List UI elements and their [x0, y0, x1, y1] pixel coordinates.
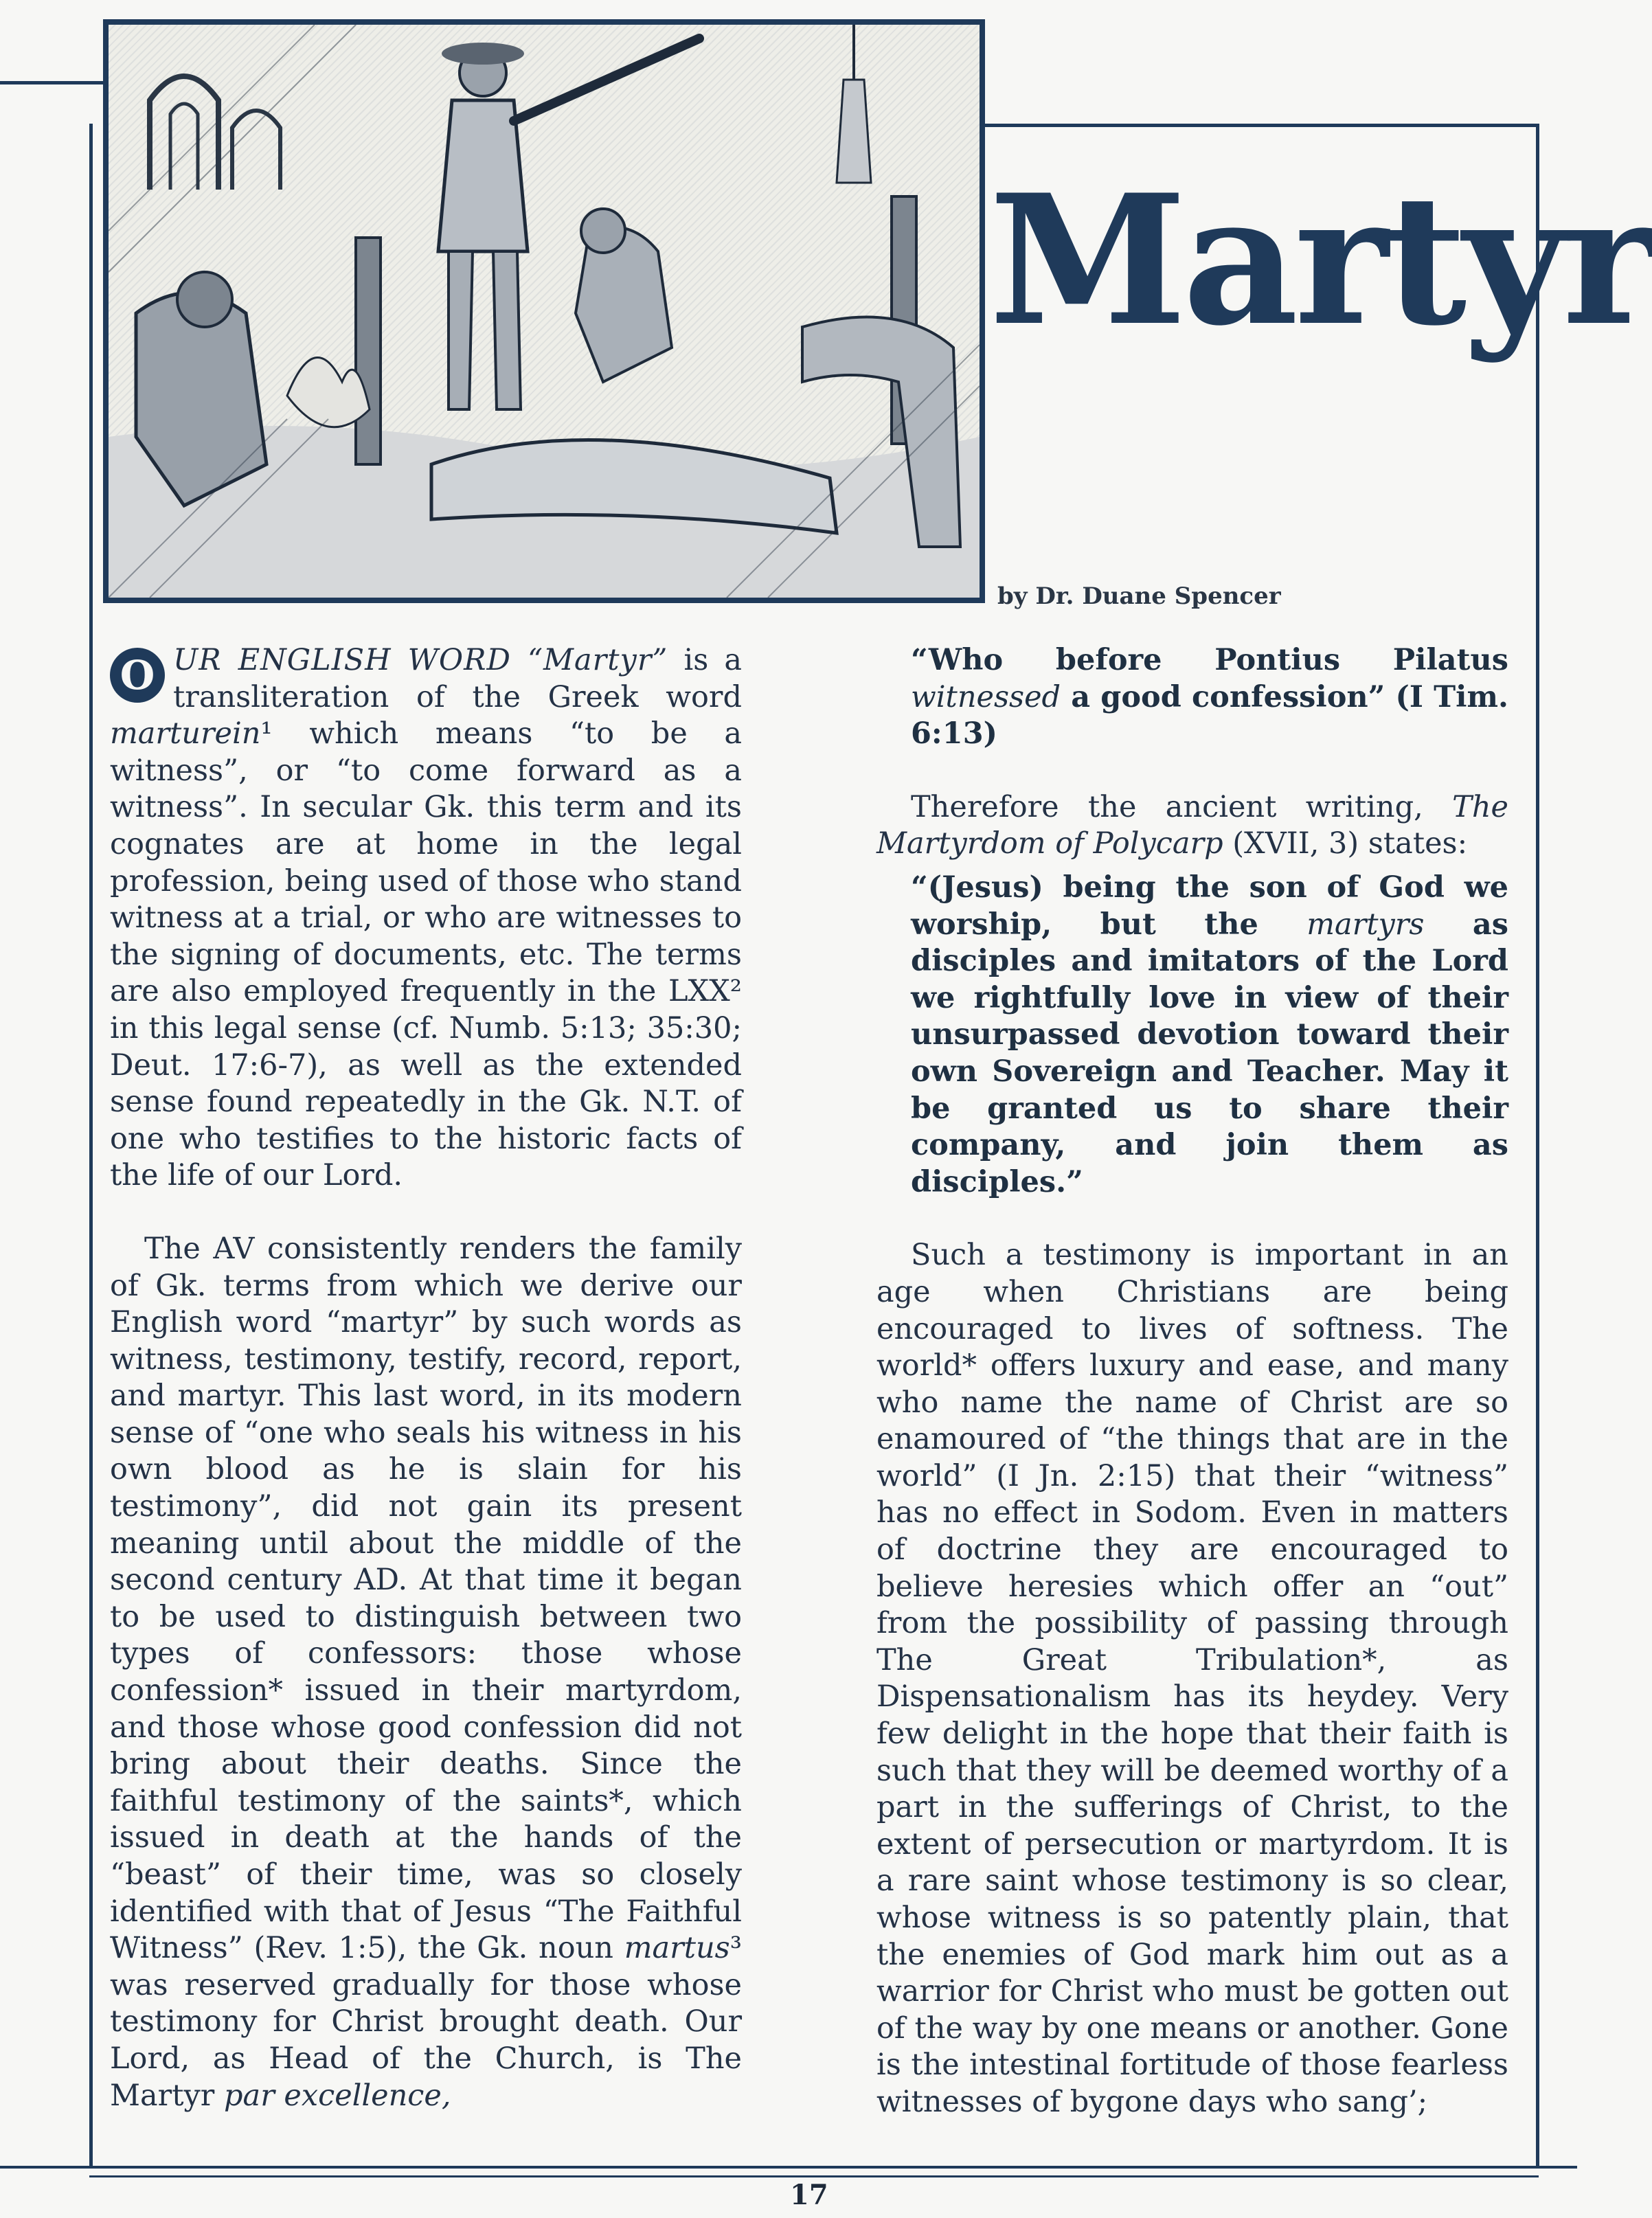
- drop-cap: O: [110, 648, 165, 703]
- para1-text-b: ¹ which means “to be a witness”, or “to come forward as a witness”. In secular Gk. this term and its cognates are at home in the legal profession, being used of those who stand witness at a trial, or who are witnesses to the signing of documents, etc. The terms are also employed frequently in the LXX² in this legal sense (cf. Numb. 5:13; 35:30; Deut. 17:6-7), as well as the extended sense found repeatedly in the Gk. N.T. of one who testifies to the historic facts of the life of our Lord.: [110, 716, 742, 1193]
- quote1-witnessed: witnessed: [911, 679, 1061, 714]
- para2-text-b: ³ was reserved gradually for those whose testimony for Christ brought death. Our Lord, as Head of the Church, is The Martyr: [110, 1931, 742, 2113]
- lead-in: UR ENGLISH WORD “Martyr”: [173, 643, 668, 677]
- top-rule-right: [985, 124, 1539, 127]
- paragraph-intro: [110, 642, 742, 1195]
- quote2-text-a: “(Jesus) being the son of God we worship, but the: [911, 870, 1508, 942]
- frame-left-rule: [89, 124, 93, 2167]
- byline: by Dr. Duane Spencer: [997, 582, 1281, 610]
- paragraph-av: [110, 1231, 742, 2114]
- polycarp-quote: [911, 870, 1508, 1201]
- bottom-rule-inner: [89, 2175, 1539, 2177]
- greek-term-marturein: marturein: [110, 716, 261, 751]
- para1-text-a: is a transliteration of the Greek word: [173, 643, 742, 714]
- column-left: [110, 642, 742, 2151]
- martyrdom-engraving: [103, 19, 985, 603]
- article-title: Martyr: [989, 156, 1652, 365]
- quote1-text-a: “Who before Pontius Pilatus: [911, 643, 1508, 677]
- scripture-quote: [911, 642, 1508, 753]
- polycarp-title: The Martyrdom of Polycarp: [876, 789, 1508, 861]
- paragraph-testimony: [876, 1237, 1508, 2120]
- para3-text-a: Therefore the ancient writing,: [911, 789, 1453, 824]
- martyrdom-engraving-illustration: [109, 25, 980, 598]
- para2-text-a: The AV consistently renders the family of Gk. terms from which we derive our English word “martyr” by such words as witness, testimony, testify, record, report, and martyr. This last word, in its modern sense of “one who seals his witness in his own blood as he is slain for his testimony”, did not gain its present meaning until about the middle of the second century AD. At that time it began to be used to distinguish between two types of confessors: those whose confession* issued in their martyrdom, and those whose good confession did not bring about their deaths. Since the faithful testimony of the saints*, which issued in death at the hands of the “beast” of their time, was so closely identified with that of Jesus “The Faithful Witness” (Rev. 1:5), the Gk. noun: [110, 1231, 742, 1966]
- page-number: 17: [790, 2179, 828, 2211]
- top-rule-left: [0, 81, 103, 84]
- para3-text-b: (XVII, 3) states:: [1223, 826, 1468, 861]
- quote2-martyrs: martyrs: [1306, 907, 1425, 942]
- bottom-rule: [0, 2166, 1577, 2169]
- par-excellence: par excellence,: [224, 2078, 451, 2113]
- column-right: [876, 642, 1508, 2158]
- para4-text: Such a testimony is important in an age when Christians are being encouraged to lives of softness. The world* offers luxury and ease, and many who name the name of Christ are so enamoured of “the things that are in the world” (I Jn. 2:15) that their “witness” has no effect in Sodom. Even in matters of doctrine they are encouraged to believe heresies which offer an “out” from the possibility of passing through The Great Tribulation*, as Dispensationalism has its heydey. Very few delight in the hope that their faith is such that they will be deemed worthy of a part in the sufferings of Christ, to the extent of persecution or martyrdom. It is a rare saint whose testimony is so clear, whose witness is so patently plain, that the enemies of God mark him out as a warrior for Christ who must be gotten out of the way by one means or another. Gone is the intestinal fortitude of those fearless witnesses of bygone days who sang’;: [876, 1238, 1508, 2119]
- frame-right-rule: [1536, 124, 1539, 2167]
- greek-term-martus: martus: [624, 1931, 730, 1966]
- paragraph-polycarp: [876, 789, 1508, 863]
- quote2-text-b: as disciples and imitators of the Lord we rightfully love in view of their unsurpassed devotion toward their own Sovereign and Teacher. May it be granted us to share their company, and join them as disciples.”: [911, 907, 1508, 1199]
- quote1-text-b: a good confession” (I Tim. 6:13): [911, 679, 1508, 751]
